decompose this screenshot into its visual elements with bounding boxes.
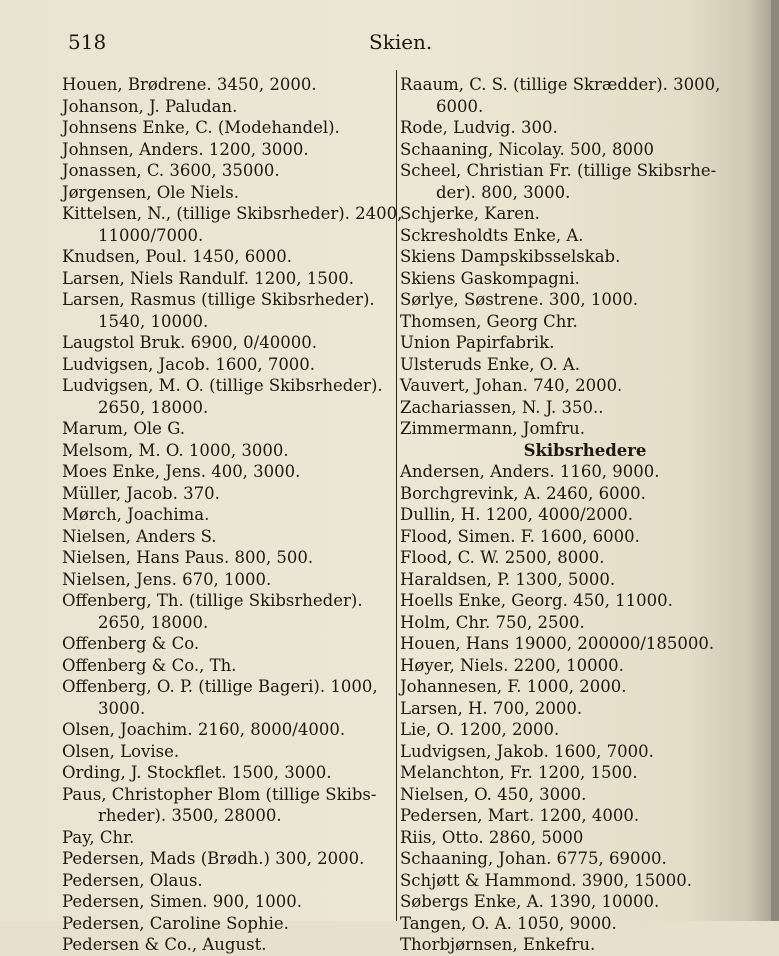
entry-line: Tangen, O. A. 1050, 9000. <box>400 913 617 933</box>
entry-line: Mørch, Joachima. <box>62 505 210 524</box>
entry-line: Kittelsen, N., (tillige Skibsrheder). 2400, <box>62 204 403 223</box>
directory-entry <box>400 870 730 892</box>
entry-line: Scheel, Christian Fr. (tillige Skibsrhe- <box>400 161 717 180</box>
entry-line: Müller, Jacob. 370. <box>62 483 220 503</box>
directory-entry <box>400 483 730 505</box>
directory-entry <box>62 741 390 763</box>
directory-entry <box>62 461 390 483</box>
directory-entry <box>400 311 730 333</box>
directory-entry <box>62 74 390 96</box>
directory-entry <box>400 139 730 161</box>
entry-line: Schjøtt & Hammond. 3900, 15000. <box>400 870 693 890</box>
directory-entry <box>400 375 730 397</box>
directory-entry <box>400 547 730 569</box>
entry-line: 6000. <box>436 96 484 116</box>
directory-entry <box>400 504 730 526</box>
entry-line: Pedersen, Simen. 900, 1000. <box>62 892 303 911</box>
entry-line: Borchgrevink, A. 2460, 6000. <box>400 483 646 503</box>
directory-entry <box>62 483 390 505</box>
right-column-list <box>400 74 730 956</box>
entry-line: Raaum, C. S. (tillige Skrædder). 3000, <box>400 75 721 94</box>
entry-line: Pedersen, Mads (Brødh.) 300, 2000. <box>62 849 365 868</box>
directory-entry <box>62 913 390 935</box>
directory-entry <box>62 655 390 677</box>
entry-line: Melsom, M. O. 1000, 3000. <box>62 440 289 460</box>
entry-line: Laugstol Bruk. 6900, 0/40000. <box>62 333 317 352</box>
entry-line: Flood, Simen. F. 1600, 6000. <box>400 526 640 546</box>
entry-line: Schaaning, Johan. 6775, 69000. <box>400 849 667 868</box>
directory-entry <box>400 784 730 806</box>
entry-line: Schaaning, Nicolay. 500, 8000 <box>400 139 655 159</box>
directory-entry <box>400 741 730 763</box>
directory-entry <box>62 848 390 870</box>
directory-entry <box>62 784 390 827</box>
directory-entry <box>400 397 730 419</box>
directory-entry <box>62 117 390 139</box>
entry-line: Ording, J. Stockflet. 1500, 3000. <box>62 763 332 782</box>
directory-entry <box>62 762 390 784</box>
column-rule <box>396 70 397 921</box>
entry-line: Skiens Gaskompagni. <box>400 268 580 288</box>
entry-line: 11000/7000. <box>98 225 204 245</box>
entry-line: Union Papirfabrik. <box>400 333 555 352</box>
left-column-list <box>62 74 403 956</box>
directory-entry <box>400 612 730 634</box>
entry-line: Høyer, Niels. 2200, 10000. <box>400 655 624 675</box>
entry-line: Johanson, J. Paludan. <box>62 96 238 116</box>
entry-line: Pedersen, Caroline Sophie. <box>62 913 289 933</box>
entry-line: Ulsteruds Enke, O. A. <box>400 354 580 374</box>
directory-entry <box>400 676 730 698</box>
directory-entry <box>62 440 390 462</box>
entry-line: Johnsens Enke, C. (Modehandel). <box>62 118 340 137</box>
directory-entry <box>400 848 730 870</box>
entry-line: Larsen, H. 700, 2000. <box>400 698 583 718</box>
directory-entry <box>62 934 390 956</box>
directory-entry <box>400 289 730 311</box>
directory-entry <box>400 590 730 612</box>
entry-line: Riis, Otto. 2860, 5000 <box>400 827 584 847</box>
entry-line: Pedersen & Co., August. <box>62 935 267 954</box>
entry-line: Offenberg & Co., Th. <box>62 655 237 675</box>
directory-entry <box>400 913 730 935</box>
entry-line: Sckresholdts Enke, A. <box>400 225 584 245</box>
entry-line: 2650, 18000. <box>98 612 209 632</box>
entry-line: Offenberg, Th. (tillige Skibsrheder). <box>62 591 363 610</box>
directory-entry <box>62 160 390 182</box>
directory-entry <box>400 268 730 290</box>
directory-entry <box>400 332 730 354</box>
entry-line: Hoells Enke, Georg. 450, 11000. <box>400 591 673 610</box>
directory-entry <box>400 354 730 376</box>
directory-entry <box>62 375 390 418</box>
entry-line: Nielsen, Anders S. <box>62 526 217 546</box>
entry-line: Schjerke, Karen. <box>400 204 540 223</box>
entry-line: Moes Enke, Jens. 400, 3000. <box>62 462 301 481</box>
directory-entry <box>62 719 390 741</box>
entry-line: Offenberg, O. P. (tillige Bageri). 1000, <box>62 677 378 696</box>
directory-entry <box>400 698 730 720</box>
entry-line: Thorbjørnsen, Enkefru. <box>400 935 596 954</box>
entry-line: Ludvigsen, Jacob. 1600, 7000. <box>62 354 316 374</box>
directory-entry <box>400 225 730 247</box>
directory-entry <box>62 827 390 849</box>
entry-line: Vauvert, Johan. 740, 2000. <box>400 376 623 395</box>
directory-entry <box>400 526 730 548</box>
entry-line: Melanchton, Fr. 1200, 1500. <box>400 763 638 782</box>
directory-entry <box>62 891 390 913</box>
directory-entry <box>62 182 390 204</box>
entry-line: Houen, Brødrene. 3450, 2000. <box>62 75 317 94</box>
entry-line: Johannesen, F. 1000, 2000. <box>400 677 627 696</box>
entry-line: Flood, C. W. 2500, 8000. <box>400 548 605 567</box>
entry-line: Larsen, Rasmus (tillige Skibsrheder). <box>62 290 375 309</box>
directory-entry <box>62 268 390 290</box>
entry-line: Ludvigsen, M. O. (tillige Skibsrheder). <box>62 376 383 395</box>
page-number: 518 <box>68 30 107 54</box>
directory-entry <box>62 569 390 591</box>
entry-line: Rode, Ludvig. 300. <box>400 118 558 137</box>
directory-entry <box>400 569 730 591</box>
entry-line: Andersen, Anders. 1160, 9000. <box>400 462 660 481</box>
directory-entry <box>62 246 390 268</box>
entry-line: 2650, 18000. <box>98 397 209 417</box>
entry-line: Skiens Dampskibsselskab. <box>400 247 621 266</box>
directory-entry <box>400 762 730 784</box>
directory-entry <box>400 418 730 440</box>
entry-line: Olsen, Lovise. <box>62 741 180 761</box>
directory-entry <box>400 203 730 225</box>
entry-line: Zachariassen, N. J. 350.. <box>400 397 604 417</box>
entry-line: Lie, O. 1200, 2000. <box>400 720 560 739</box>
directory-entry <box>62 418 390 440</box>
entry-line: 3000. <box>98 698 146 718</box>
entry-line: Olsen, Joachim. 2160, 8000/4000. <box>62 720 346 739</box>
directory-entry <box>400 891 730 913</box>
entry-line: Offenberg & Co. <box>62 634 200 653</box>
entry-line: Haraldsen, P. 1300, 5000. <box>400 569 616 589</box>
entry-line: Zimmermann, Jomfru. <box>400 419 585 438</box>
entry-line: Nielsen, O. 450, 3000. <box>400 784 587 804</box>
directory-entry <box>62 139 390 161</box>
entry-line: Thomsen, Georg Chr. <box>400 311 578 331</box>
entry-line: Ludvigsen, Jakob. 1600, 7000. <box>400 741 654 761</box>
directory-entry <box>400 827 730 849</box>
directory-entry <box>400 117 730 139</box>
entry-line: Marum, Ole G. <box>62 419 186 438</box>
entry-line: Jonassen, C. 3600, 35000. <box>62 161 280 180</box>
entry-line: der). 800, 3000. <box>436 182 571 202</box>
entry-line: Pedersen, Mart. 1200, 4000. <box>400 806 640 825</box>
entry-line: Jørgensen, Ole Niels. <box>62 182 240 202</box>
entry-line: Houen, Hans 19000, 200000/185000. <box>400 634 715 653</box>
directory-entry <box>62 332 390 354</box>
page-edge-shadow <box>771 0 779 921</box>
entry-line: Dullin, H. 1200, 4000/2000. <box>400 505 633 524</box>
directory-entry <box>62 676 390 719</box>
directory-entry <box>400 461 730 483</box>
directory-entry <box>62 504 390 526</box>
directory-entry <box>62 870 390 892</box>
directory-entry <box>62 203 403 246</box>
entry-line: Pedersen, Olaus. <box>62 870 203 890</box>
directory-entry <box>400 719 730 741</box>
entry-line: Nielsen, Jens. 670, 1000. <box>62 569 272 589</box>
directory-entry <box>400 246 730 268</box>
entry-line: Nielsen, Hans Paus. 800, 500. <box>62 548 314 567</box>
directory-entry <box>400 655 730 677</box>
section-heading: Skibsrhedere <box>523 440 647 460</box>
entry-line: Knudsen, Poul. 1450, 6000. <box>62 247 292 266</box>
entry-line: Søbergs Enke, A. 1390, 10000. <box>400 892 660 911</box>
entry-line: Larsen, Niels Randulf. 1200, 1500. <box>62 268 354 288</box>
entry-line: Paus, Christopher Blom (tillige Skibs- <box>62 784 377 804</box>
directory-entry <box>62 354 390 376</box>
directory-entry <box>400 160 730 203</box>
directory-entry <box>62 96 390 118</box>
entry-line: Holm, Chr. 750, 2500. <box>400 612 585 632</box>
directory-entry <box>62 547 390 569</box>
directory-entry <box>62 289 390 332</box>
directory-entry <box>62 590 390 633</box>
directory-entry <box>400 74 730 117</box>
directory-entry <box>400 633 730 655</box>
entry-line: Sørlye, Søstrene. 300, 1000. <box>400 290 639 309</box>
directory-entry <box>62 526 390 548</box>
running-head: Skien. <box>369 30 433 54</box>
entry-line: Pay, Chr. <box>62 827 135 847</box>
directory-entry <box>400 934 730 956</box>
directory-entry <box>400 805 730 827</box>
entry-line: rheder). 3500, 28000. <box>98 806 282 825</box>
directory-entry <box>62 633 390 655</box>
entry-line: 1540, 10000. <box>98 311 209 331</box>
entry-line: Johnsen, Anders. 1200, 3000. <box>62 139 309 159</box>
